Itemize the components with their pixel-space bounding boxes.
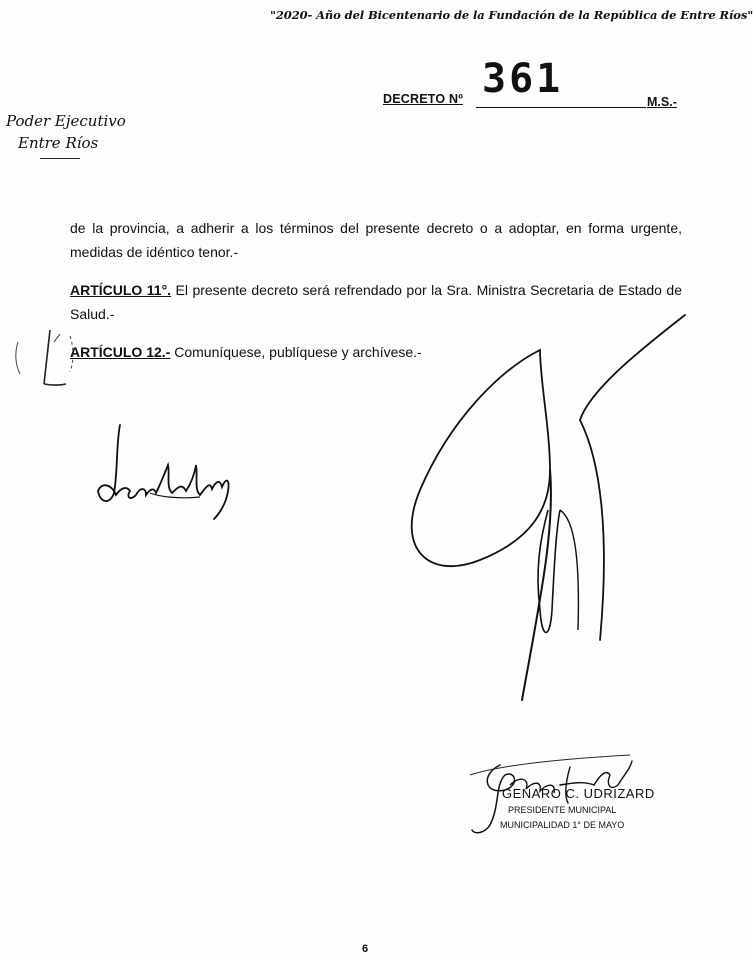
stamp-title: PRESIDENTE MUNICIPAL [508,805,617,815]
governor-signature [390,310,690,710]
paragraph-continuation: de la provincia, a adherir a los términos del presente decreto o a adoptar, en forma urgente, medidas de idéntico tenor.- [70,220,682,260]
stamp-municipality: MUNICIPALIDAD 1° DE MAYO [500,820,625,830]
article-12-label: ARTÍCULO 12.- [70,344,171,360]
article-11-text: El presente decreto será refrendado por la Sra. Ministra Secretaria de Estado de Salud.- [70,282,682,322]
decree-number-underline [476,107,646,108]
article-12-text: Comuníquese, publíquese y archívese.- [170,344,422,360]
motto-line: "2020- Año del Bicentenario de la Fundación de la República de Entre Ríos" [270,8,753,22]
office-underline [40,158,80,159]
stamp-name: GENARO C. UDRIZARD [502,786,655,801]
ministry-code: M.S.- [647,95,677,109]
office-line-2: Entre Ríos [18,134,99,152]
minister-signature [90,415,250,525]
article-11-label: ARTÍCULO 11°. [70,282,172,298]
office-line-1: Poder Ejecutivo [6,112,126,130]
margin-initial-signature [8,322,78,397]
decree-number: 361 [482,56,564,102]
decree-label: DECRETO Nº [383,92,463,106]
issuing-office [6,110,126,154]
page-number: 6 [362,943,369,955]
